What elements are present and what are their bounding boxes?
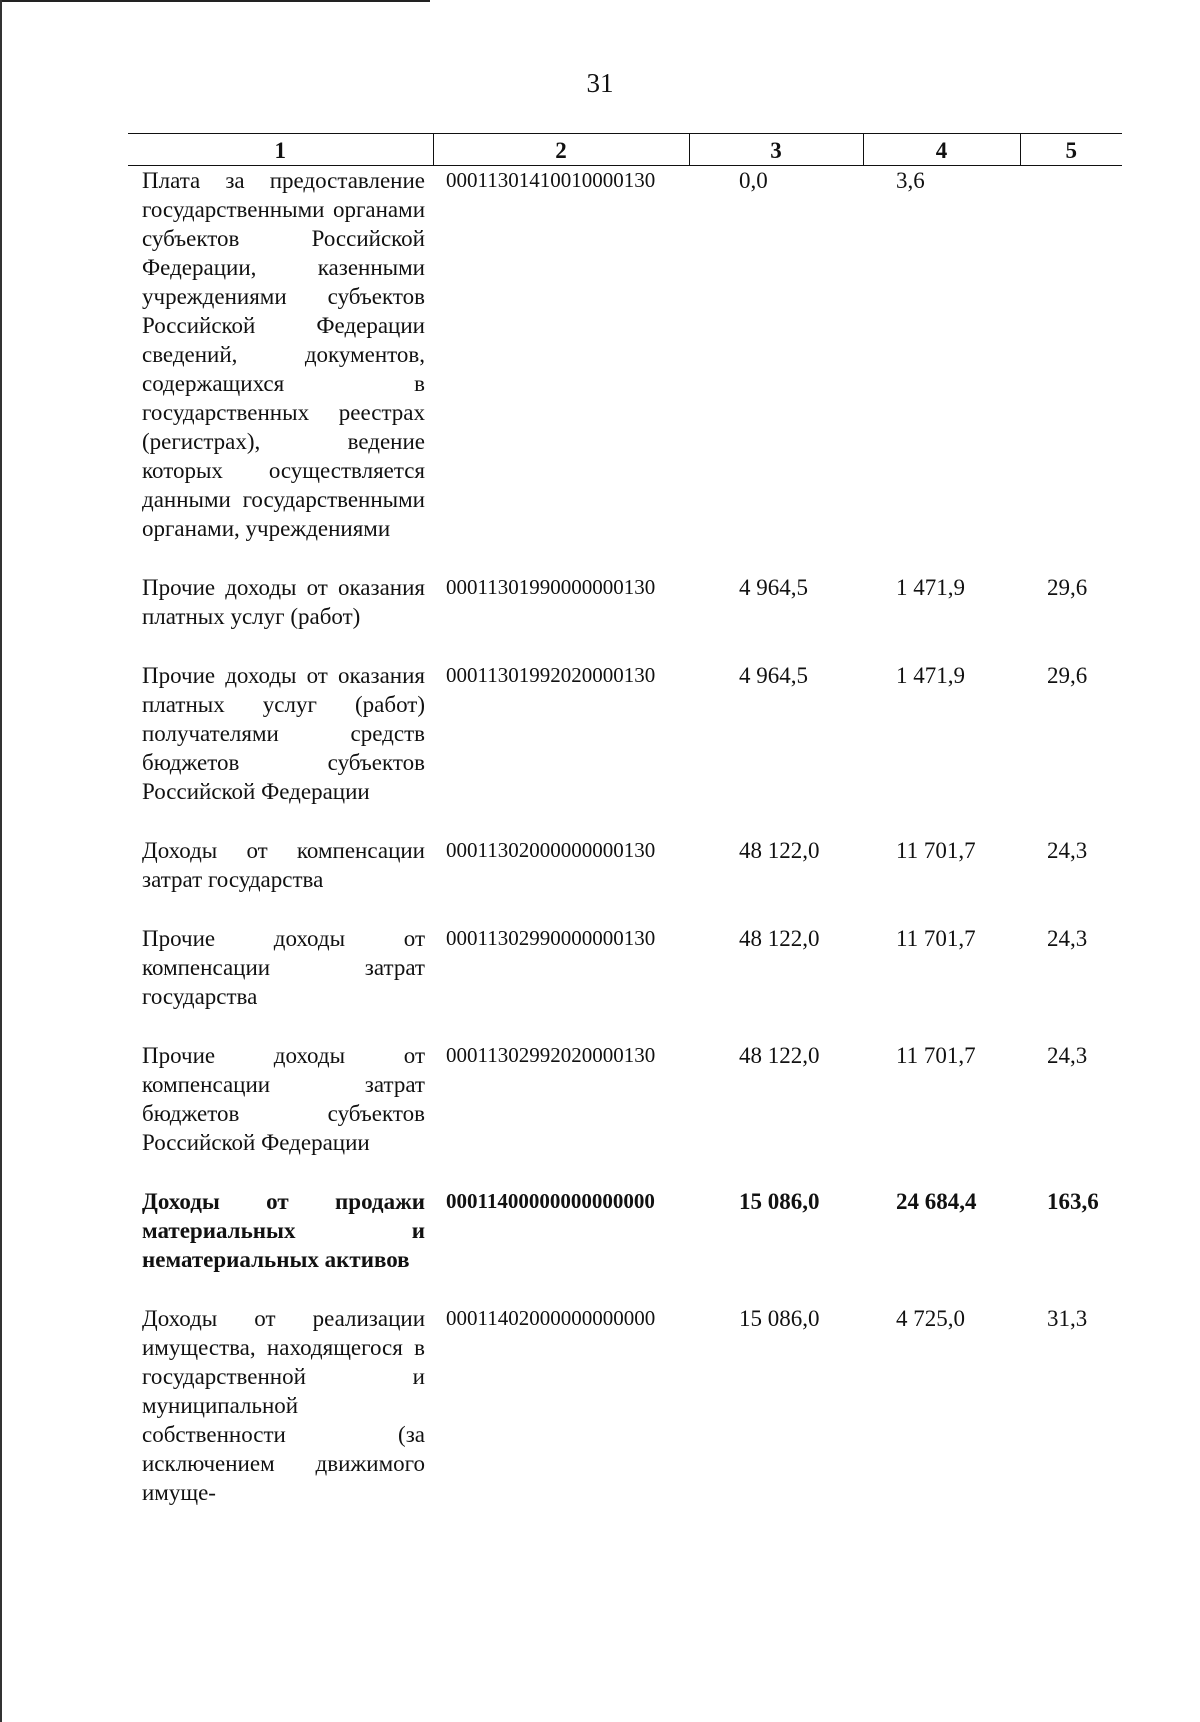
row-col3: 15 086,0 (739, 1306, 820, 1331)
row-code: 00011301990000000130 (446, 575, 656, 599)
row-col4: 24 684,4 (896, 1189, 977, 1214)
row-col3: 48 122,0 (739, 1043, 820, 1068)
row-name: Доходы от компенсации затрат государства (142, 838, 425, 892)
row-col3: 4 964,5 (739, 575, 808, 600)
header-row (128, 134, 1122, 166)
row-col3: 48 122,0 (739, 838, 820, 863)
row-col5: 24,3 (1047, 926, 1088, 951)
table-row (128, 573, 1122, 661)
row-code: 00011402000000000000 (446, 1306, 656, 1330)
row-col5: 24,3 (1047, 1043, 1088, 1068)
row-col5: 163,6 (1047, 1189, 1099, 1214)
row-name: Прочие доходы от оказания платных услуг (работ) получателями средств бюджетов субъектов Российской Федерации (142, 663, 425, 804)
header-col-1: 1 (128, 134, 433, 166)
row-name: Прочие доходы от оказания платных услуг (работ) (142, 575, 425, 629)
row-code: 00011302990000000130 (446, 926, 656, 950)
table-row (128, 836, 1122, 924)
row-code: 00011302000000000130 (446, 838, 656, 862)
row-col3: 15 086,0 (739, 1189, 820, 1214)
row-col5: 29,6 (1047, 663, 1088, 688)
row-col5: 29,6 (1047, 575, 1088, 600)
revenue-table (128, 133, 1122, 1507)
table-row (128, 924, 1122, 1041)
row-col3: 4 964,5 (739, 663, 808, 688)
row-col3: 0,0 (739, 168, 768, 193)
row-col4: 4 725,0 (896, 1306, 965, 1331)
table-row (128, 1304, 1122, 1507)
row-code: 00011302992020000130 (446, 1043, 656, 1067)
row-col3: 48 122,0 (739, 926, 820, 951)
table-row (128, 1187, 1122, 1304)
page-number: 31 (586, 68, 614, 98)
header-col-3: 3 (689, 134, 863, 166)
table-row (128, 1041, 1122, 1187)
row-col5: 31,3 (1047, 1306, 1088, 1331)
header-col-2: 2 (433, 134, 689, 166)
row-name: Доходы от реализации имущества, находящегося в государственной и муниципальной собственности (за исключением движимого имуще- (142, 1306, 425, 1505)
row-col4: 11 701,7 (896, 926, 976, 951)
row-code: 00011301410010000130 (446, 168, 656, 192)
row-name: Прочие доходы от компенсации затрат государства (142, 926, 425, 1009)
row-code: 00011301992020000130 (446, 663, 656, 687)
row-col4: 11 701,7 (896, 838, 976, 863)
scan-edge-left (0, 0, 2, 1722)
row-col5 (1020, 166, 1122, 574)
row-col5: 24,3 (1047, 838, 1088, 863)
row-col4: 11 701,7 (896, 1043, 976, 1068)
table-row (128, 166, 1122, 574)
row-col4: 1 471,9 (896, 663, 965, 688)
row-col4: 3,6 (896, 168, 925, 193)
row-code: 00011400000000000000 (446, 1189, 655, 1213)
table-body (128, 166, 1122, 1508)
row-name: Плата за предоставление государственными органами субъектов Российской Федерации, казенными учреждениями субъектов Российской Федерации сведений, документов, содержащихся в государственных реестрах (регистрах), ведение которых осуществляется данными государственными органами, учреждениями (142, 168, 425, 541)
row-name: Доходы от продажи материальных и нематериальных активов (142, 1189, 425, 1272)
table-header (128, 134, 1122, 166)
row-name: Прочие доходы от компенсации затрат бюджетов субъектов Российской Федерации (142, 1043, 425, 1155)
row-col4: 1 471,9 (896, 575, 965, 600)
header-col-5: 5 (1020, 134, 1122, 166)
header-col-4: 4 (863, 134, 1020, 166)
scan-edge-top (0, 0, 430, 2)
table-row (128, 661, 1122, 836)
